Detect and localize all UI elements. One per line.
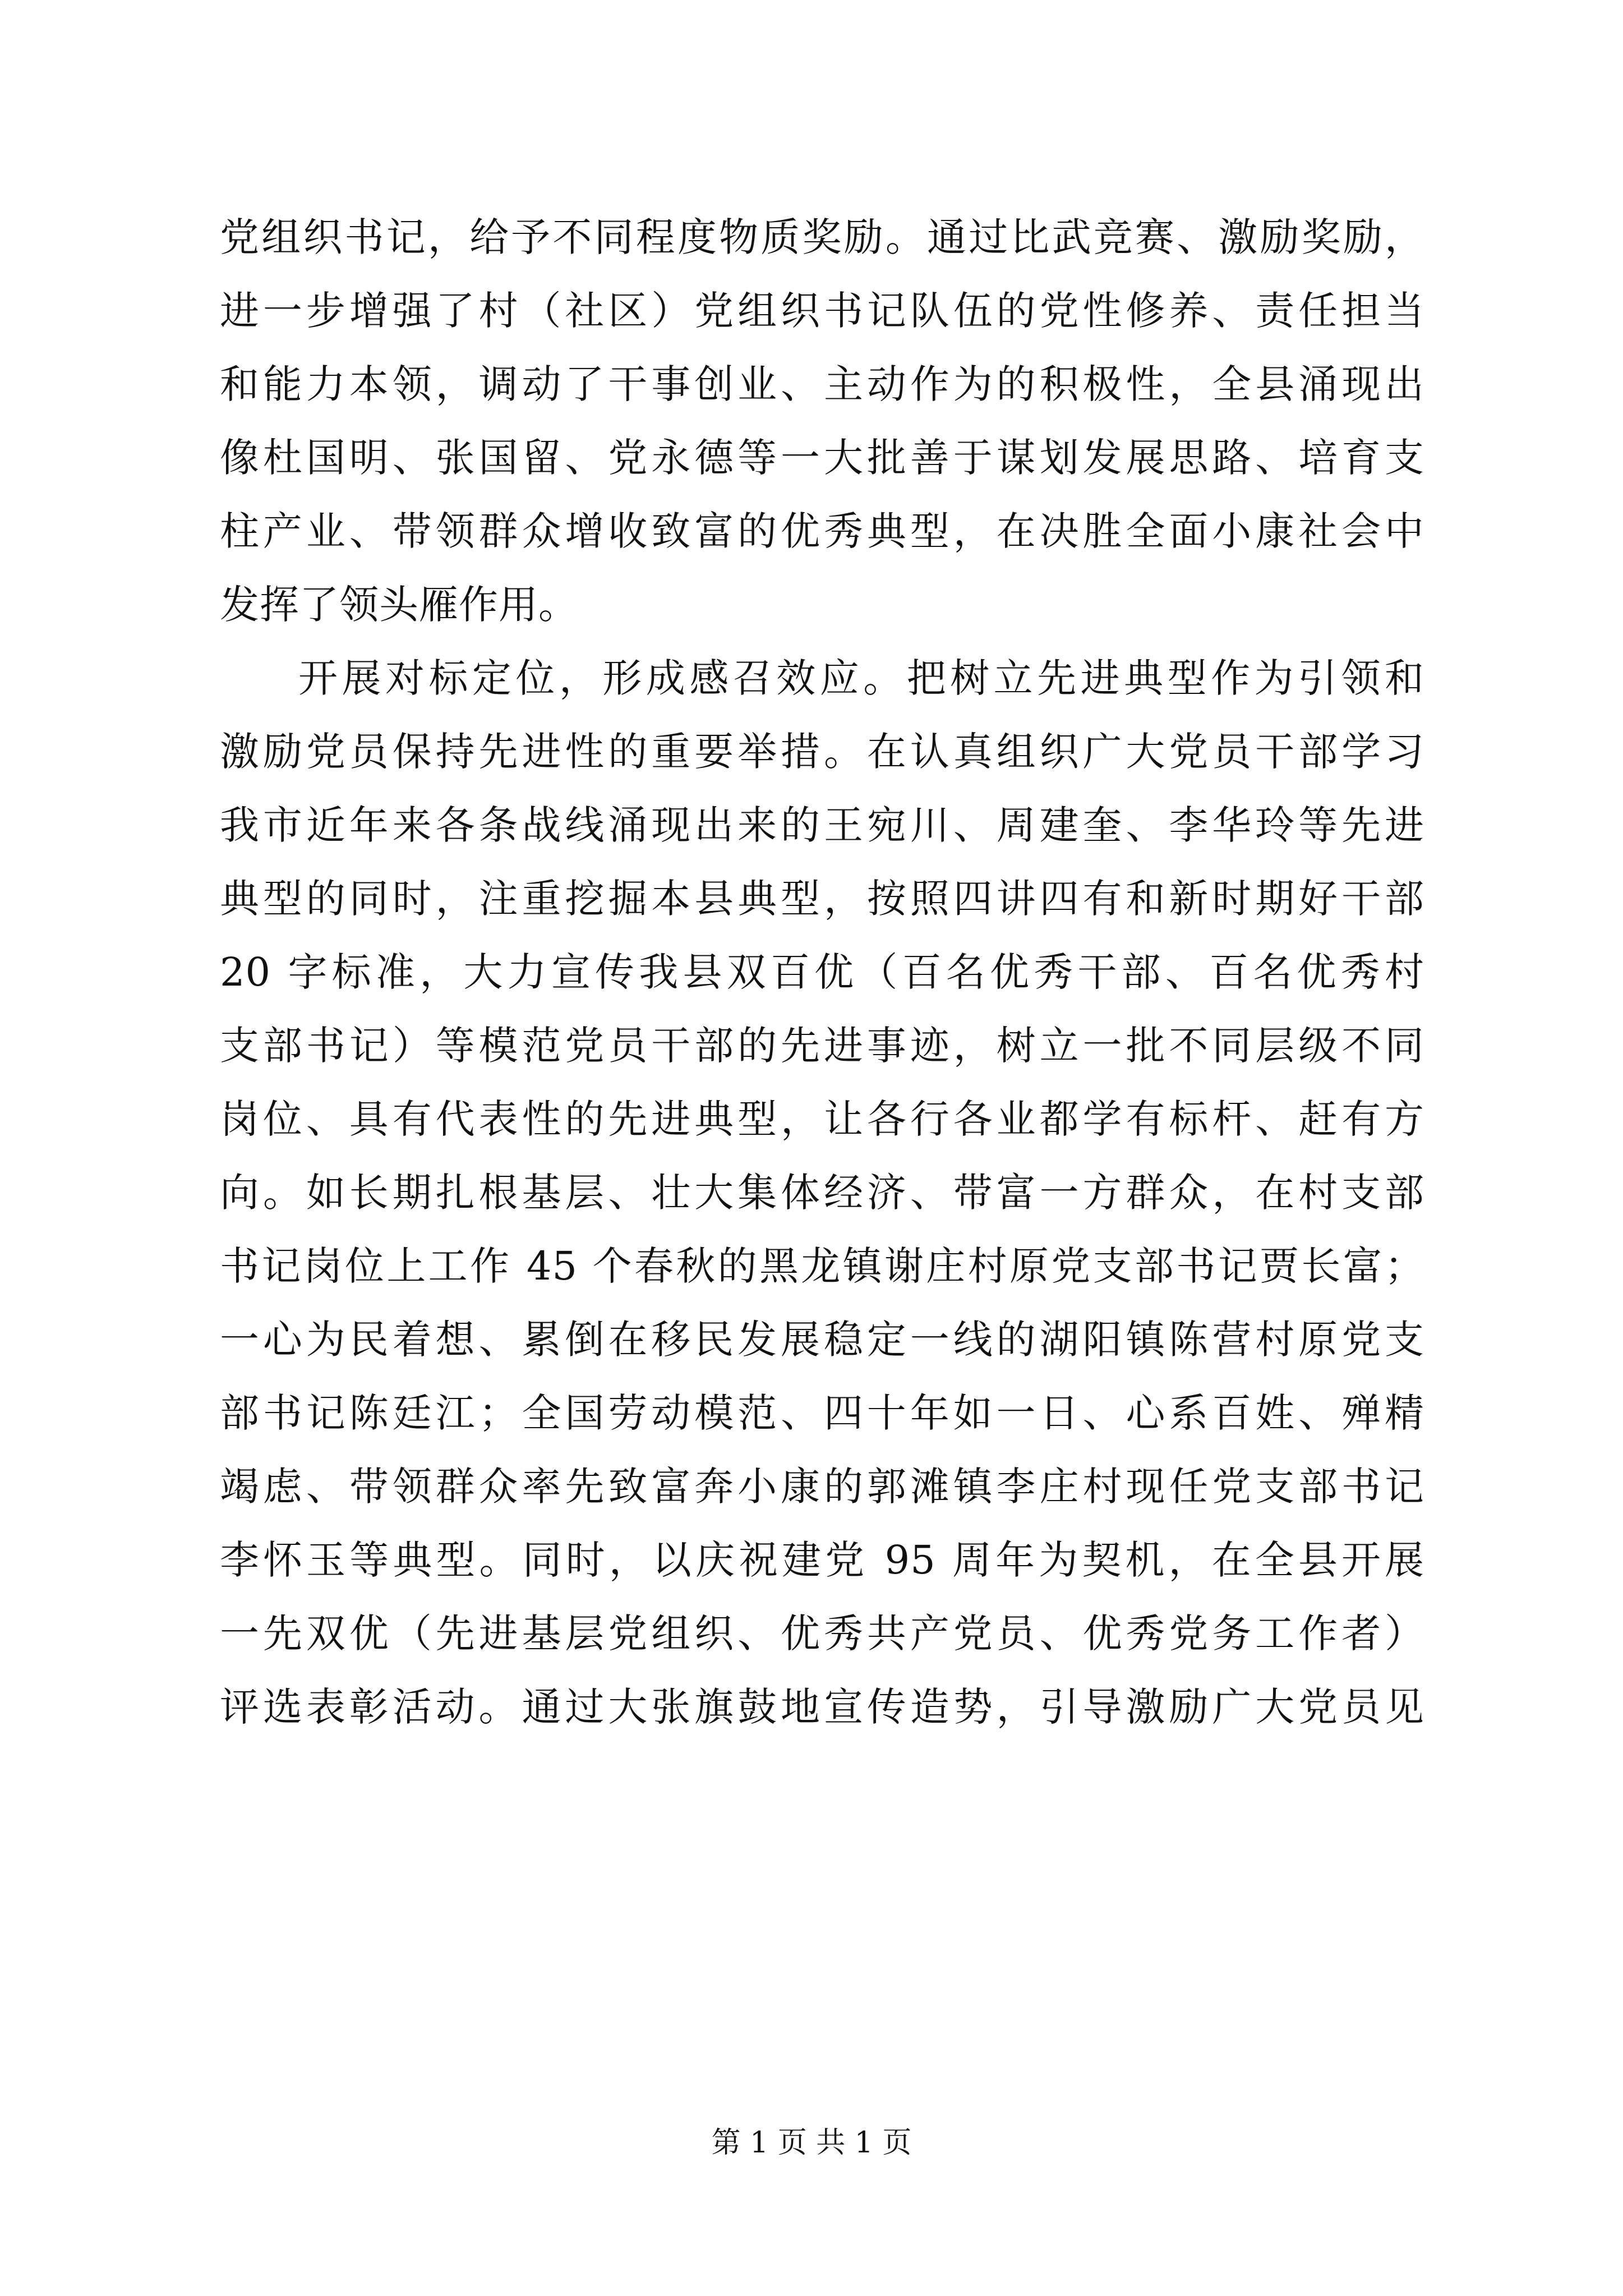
paragraph-1 xyxy=(220,201,1424,642)
text-line: 进一步增强了村（社区）党组织书记队伍的党性修养、责任担当 xyxy=(220,288,1424,334)
text-line: 像杜国明、张国留、党永德等一大批善于谋划发展思路、培育支 xyxy=(220,435,1424,481)
text-line: 李怀玉等典型。同时，以庆祝建党 95 周年为契机，在全县开展 xyxy=(220,1537,1424,1583)
text-line: 和能力本领，调动了干事创业、主动作为的积极性，全县涌现出 xyxy=(220,361,1424,407)
text-line: 我市近年来各条战线涌现出来的王宛川、周建奎、李华玲等先进 xyxy=(220,802,1424,848)
text-line: 激励党员保持先进性的重要举措。在认真组织广大党员干部学习 xyxy=(220,729,1424,775)
text-line: 竭虑、带领群众率先致富奔小康的郭滩镇李庄村现任党支部书记 xyxy=(220,1464,1424,1510)
text-line: 开展对标定位，形成感召效应。把树立先进典型作为引领和 xyxy=(298,655,1424,701)
page-footer xyxy=(0,2123,1623,2162)
paragraph-2 xyxy=(220,642,1424,1744)
text-line: 评选表彰活动。通过大张旗鼓地宣传造势，引导激励广大党员见 xyxy=(220,1684,1424,1730)
text-line: 党组织书记，给予不同程度物质奖励。通过比武竞赛、激励奖励， xyxy=(220,214,1424,260)
page-number: 第 1 页 共 1 页 xyxy=(711,2126,912,2160)
body-text xyxy=(220,201,1424,1744)
text-line: 一心为民着想、累倒在移民发展稳定一线的湖阳镇陈营村原党支 xyxy=(220,1317,1424,1363)
text-line: 向。如长期扎根基层、壮大集体经济、带富一方群众，在村支部 xyxy=(220,1170,1424,1216)
text-line: 20 字标准，大力宣传我县双百优（百名优秀干部、百名优秀村 xyxy=(220,949,1424,995)
text-line: 部书记陈廷江；全国劳动模范、四十年如一日、心系百姓、殚精 xyxy=(220,1390,1424,1436)
text-line: 岗位、具有代表性的先进典型，让各行各业都学有标杆、赶有方 xyxy=(220,1096,1424,1142)
text-line: 典型的同时，注重挖掘本县典型，按照四讲四有和新时期好干部 xyxy=(220,876,1424,922)
text-line: 支部书记）等模范党员干部的先进事迹，树立一批不同层级不同 xyxy=(220,1023,1424,1069)
text-line: 发挥了领头雁作用。 xyxy=(220,582,578,628)
text-line: 一先双优（先进基层党组织、优秀共产党员、优秀党务工作者） xyxy=(220,1611,1424,1657)
text-line: 书记岗位上工作 45 个春秋的黑龙镇谢庄村原党支部书记贾长富； xyxy=(220,1243,1424,1289)
text-line: 柱产业、带领群众增收致富的优秀典型，在决胜全面小康社会中 xyxy=(220,508,1424,554)
